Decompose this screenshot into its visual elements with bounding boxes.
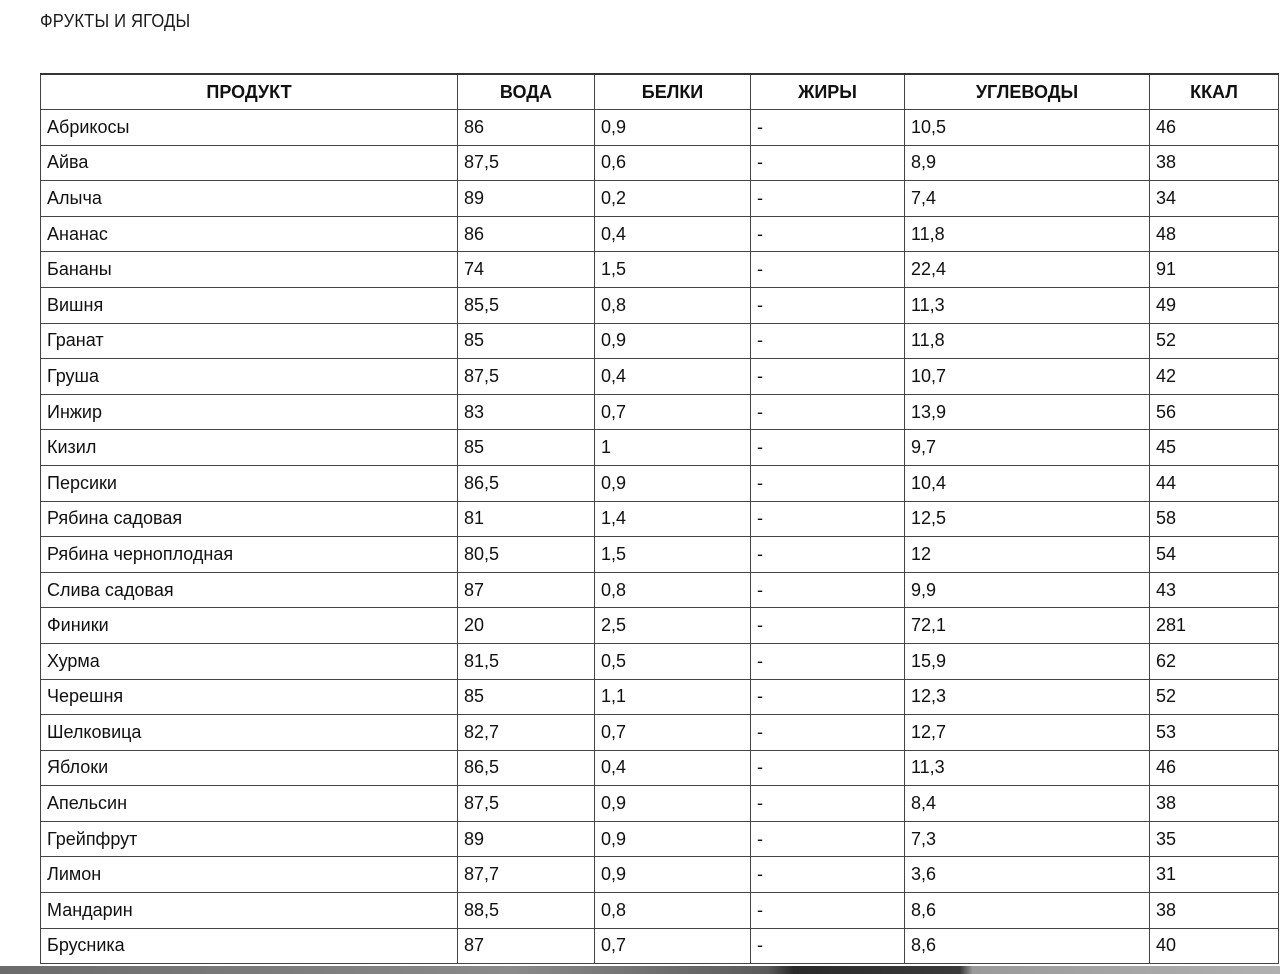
table-row [41, 608, 1279, 644]
cell-carbs: 10,5 [905, 110, 1150, 146]
cell-fat: - [751, 430, 905, 466]
cell-product: Яблоки [41, 750, 458, 786]
cell-fat: - [751, 821, 905, 857]
cell-protein: 1 [595, 430, 751, 466]
table-row [41, 430, 1279, 466]
section-title: ФРУКТЫ И ЯГОДЫ [40, 11, 191, 31]
cell-kcal: 34 [1150, 181, 1279, 217]
cell-water: 85 [458, 430, 595, 466]
cell-protein: 0,7 [595, 928, 751, 964]
cell-water: 87,5 [458, 359, 595, 395]
cell-product: Шелковица [41, 715, 458, 751]
header-water: ВОДА [458, 74, 595, 110]
cell-fat: - [751, 181, 905, 217]
cell-water: 20 [458, 608, 595, 644]
cell-water: 87 [458, 572, 595, 608]
cell-water: 82,7 [458, 715, 595, 751]
cell-kcal: 35 [1150, 821, 1279, 857]
cell-kcal: 52 [1150, 323, 1279, 359]
cell-carbs: 10,4 [905, 465, 1150, 501]
cell-water: 81 [458, 501, 595, 537]
cell-product: Абрикосы [41, 110, 458, 146]
cell-product: Алыча [41, 181, 458, 217]
cell-protein: 1,5 [595, 537, 751, 573]
table-row [41, 893, 1279, 929]
cell-protein: 0,4 [595, 216, 751, 252]
cell-fat: - [751, 857, 905, 893]
cell-carbs: 10,7 [905, 359, 1150, 395]
cell-fat: - [751, 216, 905, 252]
cell-protein: 0,9 [595, 857, 751, 893]
cell-protein: 0,9 [595, 110, 751, 146]
cell-water: 87 [458, 928, 595, 964]
bottom-edge-strip [0, 966, 1280, 974]
cell-protein: 0,2 [595, 181, 751, 217]
cell-water: 89 [458, 181, 595, 217]
cell-water: 83 [458, 394, 595, 430]
cell-water: 88,5 [458, 893, 595, 929]
table-row [41, 643, 1279, 679]
cell-product: Финики [41, 608, 458, 644]
cell-product: Инжир [41, 394, 458, 430]
table-row [41, 572, 1279, 608]
cell-carbs: 13,9 [905, 394, 1150, 430]
cell-kcal: 49 [1150, 287, 1279, 323]
cell-carbs: 8,4 [905, 786, 1150, 822]
cell-kcal: 38 [1150, 786, 1279, 822]
table-row [41, 537, 1279, 573]
cell-fat: - [751, 928, 905, 964]
table-row [41, 323, 1279, 359]
cell-fat: - [751, 608, 905, 644]
table-row [41, 110, 1279, 146]
header-product: ПРОДУКТ [41, 74, 458, 110]
cell-fat: - [751, 679, 905, 715]
table-body [41, 110, 1279, 964]
cell-product: Айва [41, 145, 458, 181]
cell-fat: - [751, 501, 905, 537]
cell-product: Рябина черноплодная [41, 537, 458, 573]
cell-kcal: 38 [1150, 145, 1279, 181]
cell-carbs: 8,6 [905, 928, 1150, 964]
cell-kcal: 62 [1150, 643, 1279, 679]
cell-carbs: 11,8 [905, 216, 1150, 252]
cell-water: 81,5 [458, 643, 595, 679]
table-row [41, 252, 1279, 288]
table-row [41, 287, 1279, 323]
cell-carbs: 8,6 [905, 893, 1150, 929]
cell-product: Грейпфрут [41, 821, 458, 857]
header-kcal: ККАЛ [1150, 74, 1279, 110]
cell-protein: 0,8 [595, 287, 751, 323]
cell-water: 86 [458, 216, 595, 252]
cell-protein: 2,5 [595, 608, 751, 644]
cell-carbs: 11,3 [905, 287, 1150, 323]
cell-kcal: 40 [1150, 928, 1279, 964]
cell-kcal: 46 [1150, 750, 1279, 786]
cell-product: Бананы [41, 252, 458, 288]
cell-water: 86,5 [458, 465, 595, 501]
cell-product: Груша [41, 359, 458, 395]
cell-carbs: 11,8 [905, 323, 1150, 359]
cell-water: 89 [458, 821, 595, 857]
cell-fat: - [751, 359, 905, 395]
table-header [41, 74, 1279, 110]
cell-product: Персики [41, 465, 458, 501]
table-row [41, 857, 1279, 893]
cell-product: Ананас [41, 216, 458, 252]
cell-water: 86,5 [458, 750, 595, 786]
cell-fat: - [751, 572, 905, 608]
cell-carbs: 8,9 [905, 145, 1150, 181]
cell-fat: - [751, 323, 905, 359]
cell-water: 85 [458, 323, 595, 359]
cell-product: Апельсин [41, 786, 458, 822]
cell-fat: - [751, 465, 905, 501]
cell-product: Вишня [41, 287, 458, 323]
cell-water: 87,7 [458, 857, 595, 893]
cell-kcal: 53 [1150, 715, 1279, 751]
table-row [41, 394, 1279, 430]
cell-kcal: 48 [1150, 216, 1279, 252]
cell-kcal: 281 [1150, 608, 1279, 644]
cell-fat: - [751, 110, 905, 146]
cell-fat: - [751, 537, 905, 573]
table-row [41, 465, 1279, 501]
cell-carbs: 22,4 [905, 252, 1150, 288]
cell-kcal: 43 [1150, 572, 1279, 608]
cell-fat: - [751, 786, 905, 822]
table-row [41, 501, 1279, 537]
cell-carbs: 11,3 [905, 750, 1150, 786]
cell-kcal: 52 [1150, 679, 1279, 715]
cell-protein: 0,7 [595, 715, 751, 751]
cell-carbs: 12,3 [905, 679, 1150, 715]
cell-protein: 1,1 [595, 679, 751, 715]
cell-protein: 0,4 [595, 750, 751, 786]
header-row [41, 74, 1279, 110]
cell-carbs: 7,4 [905, 181, 1150, 217]
cell-product: Черешня [41, 679, 458, 715]
cell-carbs: 12,7 [905, 715, 1150, 751]
cell-fat: - [751, 394, 905, 430]
cell-product: Гранат [41, 323, 458, 359]
cell-carbs: 3,6 [905, 857, 1150, 893]
cell-fat: - [751, 643, 905, 679]
cell-product: Лимон [41, 857, 458, 893]
cell-product: Мандарин [41, 893, 458, 929]
cell-water: 74 [458, 252, 595, 288]
cell-carbs: 72,1 [905, 608, 1150, 644]
cell-protein: 0,9 [595, 323, 751, 359]
cell-protein: 0,9 [595, 465, 751, 501]
cell-kcal: 44 [1150, 465, 1279, 501]
table-row [41, 715, 1279, 751]
cell-water: 87,5 [458, 786, 595, 822]
cell-water: 87,5 [458, 145, 595, 181]
cell-carbs: 7,3 [905, 821, 1150, 857]
cell-fat: - [751, 252, 905, 288]
cell-protein: 0,9 [595, 786, 751, 822]
cell-fat: - [751, 750, 905, 786]
table-row [41, 786, 1279, 822]
table-row [41, 750, 1279, 786]
cell-kcal: 58 [1150, 501, 1279, 537]
header-fat: ЖИРЫ [751, 74, 905, 110]
cell-water: 85 [458, 679, 595, 715]
cell-kcal: 42 [1150, 359, 1279, 395]
cell-protein: 0,8 [595, 572, 751, 608]
cell-protein: 0,6 [595, 145, 751, 181]
cell-protein: 1,4 [595, 501, 751, 537]
table-row [41, 216, 1279, 252]
table-row [41, 359, 1279, 395]
cell-protein: 0,5 [595, 643, 751, 679]
table-row [41, 181, 1279, 217]
cell-fat: - [751, 145, 905, 181]
cell-kcal: 46 [1150, 110, 1279, 146]
cell-carbs: 9,9 [905, 572, 1150, 608]
cell-fat: - [751, 287, 905, 323]
cell-carbs: 12,5 [905, 501, 1150, 537]
cell-product: Хурма [41, 643, 458, 679]
cell-protein: 0,7 [595, 394, 751, 430]
cell-kcal: 56 [1150, 394, 1279, 430]
cell-protein: 0,8 [595, 893, 751, 929]
cell-product: Кизил [41, 430, 458, 466]
cell-kcal: 54 [1150, 537, 1279, 573]
cell-fat: - [751, 715, 905, 751]
nutrition-table [40, 73, 1279, 964]
cell-carbs: 15,9 [905, 643, 1150, 679]
cell-protein: 1,5 [595, 252, 751, 288]
cell-water: 85,5 [458, 287, 595, 323]
header-protein: БЕЛКИ [595, 74, 751, 110]
cell-kcal: 31 [1150, 857, 1279, 893]
cell-fat: - [751, 893, 905, 929]
table-row [41, 145, 1279, 181]
cell-protein: 0,4 [595, 359, 751, 395]
cell-water: 80,5 [458, 537, 595, 573]
cell-kcal: 38 [1150, 893, 1279, 929]
cell-carbs: 12 [905, 537, 1150, 573]
table-row [41, 679, 1279, 715]
cell-carbs: 9,7 [905, 430, 1150, 466]
cell-product: Слива садовая [41, 572, 458, 608]
header-carbs: УГЛЕВОДЫ [905, 74, 1150, 110]
cell-product: Брусника [41, 928, 458, 964]
table-row [41, 928, 1279, 964]
cell-kcal: 45 [1150, 430, 1279, 466]
table-row [41, 821, 1279, 857]
cell-product: Рябина садовая [41, 501, 458, 537]
cell-kcal: 91 [1150, 252, 1279, 288]
cell-water: 86 [458, 110, 595, 146]
cell-protein: 0,9 [595, 821, 751, 857]
